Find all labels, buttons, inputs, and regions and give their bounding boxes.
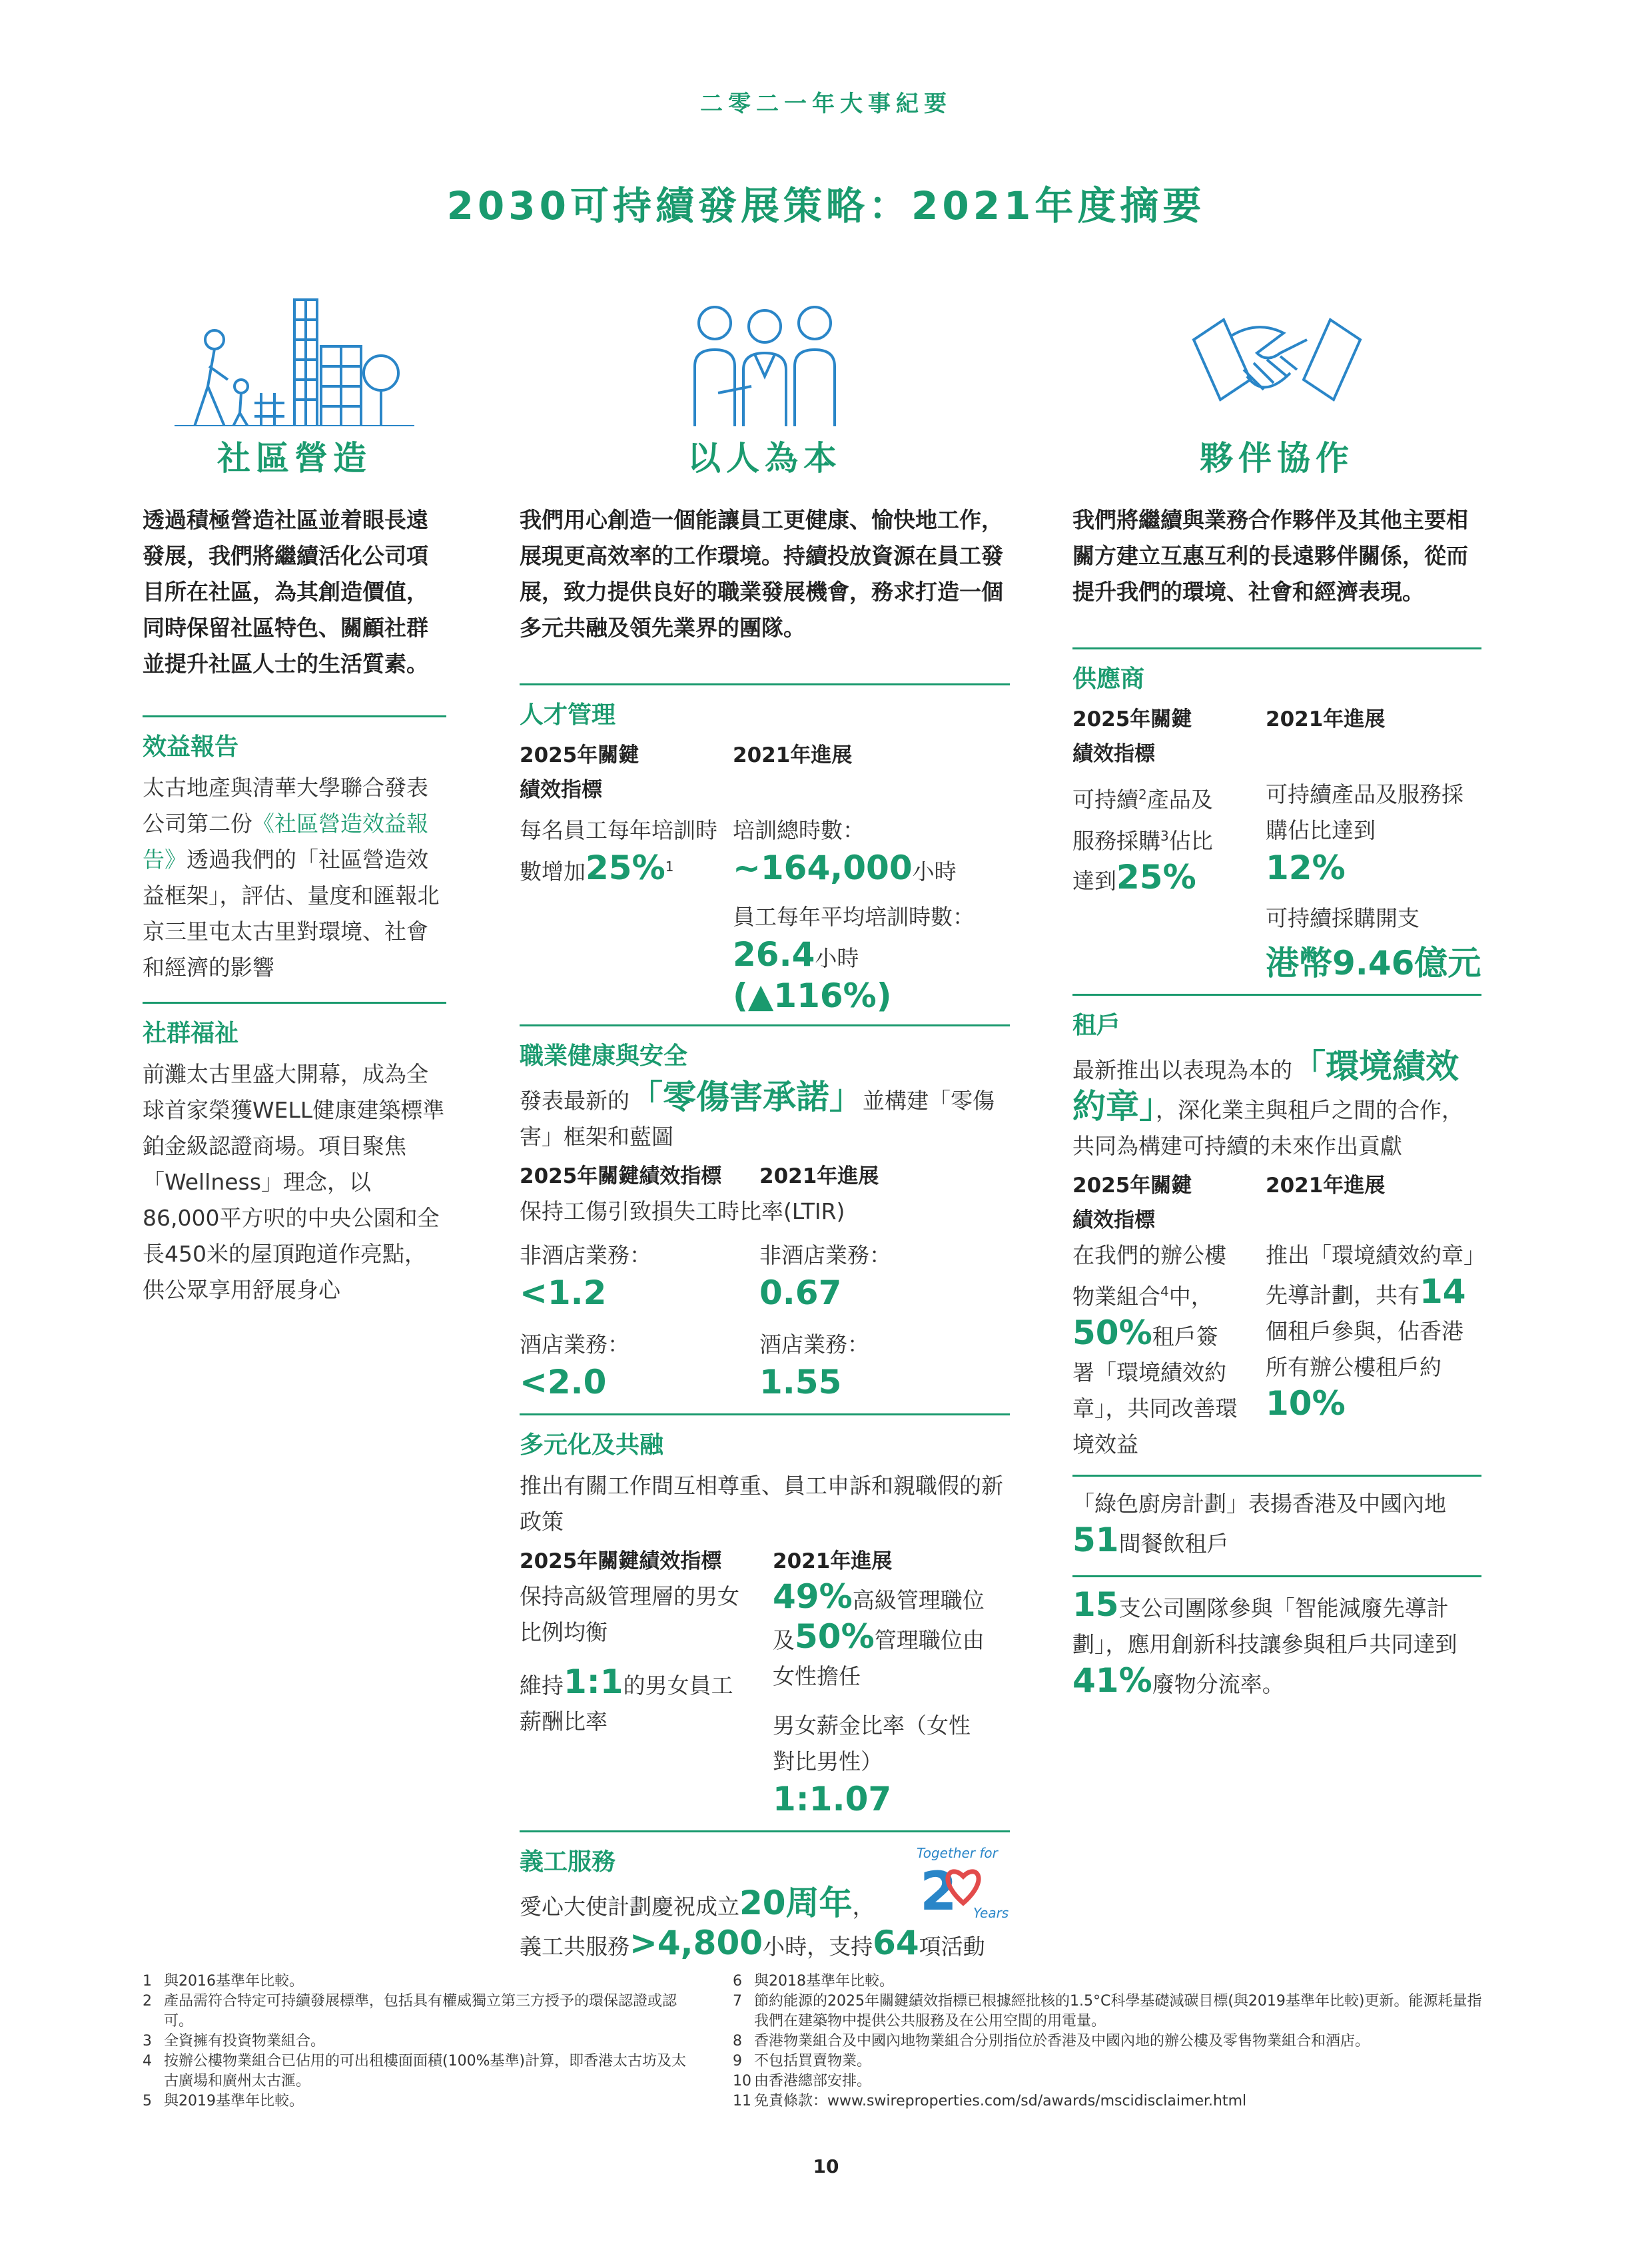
section-title: 多元化及共融 — [520, 1431, 664, 1459]
text: 管理職位由女性擔任 — [773, 1627, 985, 1689]
text: 支公司團隊參與「智能減廢先導計劃」，應用創新科技讓參與租戶共同達到 — [1072, 1595, 1457, 1657]
value: 港幣9.46億元 — [1266, 944, 1481, 982]
value: 20周年 — [739, 1884, 853, 1922]
value: 12% — [1266, 849, 1346, 887]
section-title: 義工服務 — [520, 1848, 616, 1876]
kpi-table — [1072, 702, 1481, 984]
column-community — [143, 293, 446, 1308]
progress-header: 2021年進展 — [759, 1164, 879, 1188]
column-title: 社區營造 — [217, 439, 372, 478]
value: 14 — [1420, 1272, 1466, 1311]
divider — [1072, 994, 1481, 996]
footnote-text: 不包括買賣物業。 — [754, 2053, 872, 2069]
section-body — [1072, 1048, 1481, 1164]
divider — [520, 683, 1010, 685]
value: 49% — [773, 1577, 853, 1616]
text: 廢物分流率。 — [1152, 1671, 1284, 1697]
divider — [143, 1002, 446, 1004]
text: 維持 — [520, 1673, 564, 1698]
value: 25% — [586, 849, 665, 887]
progress-value — [733, 935, 1010, 1015]
value: 64 — [873, 1924, 919, 1962]
column-partners — [1072, 293, 1481, 1702]
unit: 小時 — [815, 945, 859, 971]
logo-text-bottom: Years — [973, 1905, 1009, 1921]
footnote-text: 與2018基準年比較。 — [754, 1973, 894, 1990]
text: 可持續 — [1072, 787, 1138, 813]
footnote-text: 香港物業組合及中國內地物業組合分別指位於香港及中國內地的辦公樓及零售物業組合和酒店。 — [754, 2033, 1370, 2050]
divider — [1072, 1475, 1481, 1477]
page-number: 10 — [813, 2155, 839, 2177]
text: 愛心大使計劃慶祝成立 — [520, 1894, 739, 1920]
footnote-ref: 2 — [1138, 787, 1147, 803]
label: 非酒店業務： — [520, 1242, 651, 1268]
report-link[interactable]: 《社區營造效益報告》 — [143, 811, 428, 873]
text: 佔比達到 — [1072, 828, 1213, 894]
footnote-text: 由香港總部安排。 — [754, 2073, 872, 2089]
footnote-ref: 1 — [665, 859, 674, 875]
column-title: 以人為本 — [687, 439, 842, 478]
progress-text: 可持續產品及服務採購佔比達到 — [1266, 781, 1463, 843]
kpi-table — [520, 1159, 1010, 1194]
section-body — [143, 770, 446, 986]
text: ，深化業主與租戶之間的合作，共同為構建可持續的未來作出貢獻 — [1072, 1097, 1463, 1159]
section-body: 推出有關工作間互相尊重、員工申訴和親職假的新政策 — [520, 1473, 1003, 1535]
progress-text — [1266, 1238, 1479, 1425]
text: 透過我們的「社區營造效益框架」，評估、量度和匯報北京三里屯太古里對環境、社會和經濟的影響 — [143, 847, 440, 980]
value: 25% — [1116, 858, 1196, 897]
label: 酒店業務： — [759, 1331, 869, 1357]
value: >4,800 — [629, 1924, 763, 1962]
measure: 保持工傷引致損失工時比率(LTIR) — [520, 1198, 845, 1224]
logo-text-top: Together for — [917, 1845, 998, 1861]
value: 41% — [1072, 1661, 1152, 1700]
volunteer-section — [520, 1843, 1010, 1965]
text: 產品及服務採購 — [1072, 787, 1213, 854]
section-title: 效益報告 — [143, 733, 239, 761]
progress-label: 培訓總時數： — [733, 817, 865, 843]
footnote — [733, 2071, 1492, 2091]
text: 間餐飲租戶 — [1118, 1531, 1229, 1557]
footnote-number: 2 — [143, 1993, 152, 2010]
kpi-text — [1072, 777, 1232, 899]
divider — [520, 1413, 1010, 1415]
progress-header: 2021年進展 — [773, 1549, 893, 1573]
footnote-text: 產品需符合特定可持續發展標準，包括具有權威獨立第三方授予的環保認證或認可。 — [164, 1993, 677, 2030]
text: 並構建「零傷害」框架和藍圖 — [520, 1088, 995, 1150]
column-people — [520, 293, 1010, 1965]
divider — [1072, 1575, 1481, 1577]
waste-text — [1072, 1587, 1481, 1702]
kpi-header: 2025年關鍵績效指標 — [520, 743, 639, 802]
section-body — [520, 1079, 1010, 1155]
text: 項活動 — [919, 1934, 985, 1960]
footnote-number: 3 — [143, 2033, 152, 2050]
kpi-header: 2025年關鍵績效指標 — [1072, 1174, 1192, 1232]
footnote — [733, 1992, 1492, 2032]
text: 「綠色廚房計劃」表揚香港及中國內地 — [1072, 1491, 1446, 1517]
kpi-table — [520, 1238, 1010, 1401]
footnote-number: 9 — [733, 2053, 742, 2069]
footnote — [733, 2032, 1492, 2052]
progress-header: 2021年進展 — [1266, 707, 1386, 731]
footnote-number: 11 — [733, 2093, 751, 2109]
value: 1:1 — [564, 1663, 623, 1701]
footnote — [143, 2052, 689, 2091]
value: <2.0 — [520, 1363, 607, 1401]
text: 中， — [1168, 1284, 1213, 1309]
value: ~164,000 — [733, 849, 913, 887]
footnote — [143, 2032, 689, 2052]
footnote-text: 按辦公樓物業組合已佔用的可出租樓面面積(100%基準)計算，即香港太古坊及太古廣場和廣州太古滙。 — [164, 2053, 687, 2089]
footnote-number: 8 — [733, 2033, 742, 2050]
footnote-number: 5 — [143, 2093, 152, 2109]
footnote — [143, 1992, 689, 2032]
footnote-number: 6 — [733, 1973, 742, 1990]
footnote-text: 節約能源的2025年關鍵績效指標已根據經批核的1.5°C科學基礎減碳目標(與2019基準年比較)更新。能源耗量指我們在建築物中提供公共服務及在公用空間的用電量。 — [754, 1993, 1482, 2030]
value: <1.2 — [520, 1274, 607, 1312]
footnotes-right — [733, 1972, 1492, 2111]
anniversary-logo-icon — [910, 1843, 1010, 1923]
change: (▲116%) — [733, 976, 892, 1015]
progress-label: 男女薪金比率（女性對比男性） — [773, 1712, 971, 1774]
kpi-header: 2025年關鍵績效指標 — [1072, 707, 1192, 766]
value: 15 — [1072, 1585, 1119, 1624]
kpi-header: 2025年關鍵績效指標 — [520, 1164, 722, 1188]
footnote — [733, 1972, 1492, 1992]
page-title: 2030可持續發展策略：2021年度摘要 — [446, 183, 1206, 228]
text: 小時，支持 — [763, 1934, 873, 1960]
column-title: 夥伴協作 — [1200, 439, 1354, 478]
text: 太古地產與清華大學聯合發表公司第二份 — [143, 775, 428, 837]
value: 0.67 — [759, 1274, 842, 1312]
value: 1.55 — [759, 1363, 842, 1401]
text: 在我們的辦公樓物業組合 — [1072, 1242, 1226, 1309]
unit: 小時 — [912, 859, 957, 885]
kpi-table — [520, 738, 1010, 1015]
column-intro: 我們將繼續與業務合作夥伴及其他主要相關方建立互惠互利的長遠夥伴關係，從而提升我們的環境、社會和經濟表現。 — [1072, 507, 1468, 605]
footnote — [733, 2052, 1492, 2071]
people-icon — [685, 293, 845, 426]
text: 個租戶參與，佔香港所有辦公樓租戶約 — [1266, 1318, 1463, 1380]
text: 每名員工每年培訓時數增加 — [520, 817, 717, 885]
text: 發表最新的 — [520, 1088, 629, 1114]
text: 租戶簽署「環境績效約章」，共同改善環境效益 — [1072, 1323, 1238, 1457]
highlight: 「環境績效約章」 — [1072, 1047, 1459, 1126]
footnote-number: 1 — [143, 1973, 152, 1990]
kpi-text — [520, 1664, 746, 1740]
section-title: 社群福祉 — [143, 1020, 239, 1047]
value: 51 — [1072, 1521, 1119, 1559]
footnotes-left — [143, 1972, 689, 2111]
progress-header: 2021年進展 — [733, 743, 853, 767]
footnote — [143, 2091, 689, 2111]
footnote-number: 4 — [143, 2053, 152, 2069]
handshake-icon — [1190, 293, 1364, 426]
footnote-number: 7 — [733, 1993, 742, 2010]
progress-text — [773, 1579, 999, 1694]
text: 的男女員工薪酬比率 — [520, 1673, 733, 1734]
footnote-text: 與2016基準年比較。 — [164, 1973, 304, 1990]
footnote-number: 10 — [733, 2073, 751, 2089]
kitchen-text — [1072, 1486, 1481, 1562]
progress-label: 員工每年平均培訓時數： — [733, 904, 975, 930]
kpi-table — [520, 1544, 1010, 1818]
column-intro: 透過積極營造社區並着眼長遠發展，我們將繼續活化公司項目所在社區，為其創造價值，同時保留社區特色、關顧社群並提升社區人士的生活質素。 — [143, 507, 428, 677]
kpi-value — [520, 813, 733, 890]
divider — [520, 1024, 1010, 1026]
value: 50% — [795, 1617, 875, 1656]
section-header: 二零二一年大事紀要 — [700, 91, 952, 117]
kpi-table — [1072, 1168, 1481, 1463]
footnote — [733, 2091, 1492, 2111]
community-building-icon — [175, 293, 414, 426]
value: 1:1.07 — [773, 1780, 892, 1818]
footnote — [143, 1972, 689, 1992]
text: 推出「環境績效約章」先導計劃，共有 — [1266, 1242, 1475, 1308]
column-intro: 我們用心創造一個能讓員工更健康、愉快地工作，展現更高效率的工作環境。持續投放資源在員工發展，致力提供良好的職業發展機會，務求打造一個多元共融及領先業界的團隊。 — [520, 507, 1003, 641]
footnote-ref: 4 — [1160, 1284, 1169, 1300]
section-title: 供應商 — [1072, 665, 1145, 693]
divider — [143, 715, 446, 717]
label: 非酒店業務： — [759, 1242, 891, 1268]
disclaimer-link[interactable]: 免責條款：www.swireproperties.com/sd/awards/mscidisclaimer.html — [754, 2093, 1247, 2109]
text: ， — [852, 1894, 875, 1920]
label: 酒店業務： — [520, 1331, 629, 1357]
section-body: 前灘太古里盛大開幕，成為全球首家榮獲WELL健康建築標準鉑金級認證商場。項目聚焦「Wellness」理念，以86,000平方呎的中央公園和全長450米的屋頂跑道作亮點，供公眾享用舒展身心 — [143, 1061, 445, 1303]
volunteer-line — [520, 1925, 1010, 1965]
kpi-header: 2025年關鍵績效指標 — [520, 1549, 722, 1573]
footnote-text: 全資擁有投資物業組合。 — [164, 2033, 326, 2050]
progress-label: 可持續採購開支 — [1266, 905, 1420, 931]
value: 50% — [1072, 1313, 1152, 1352]
kpi-text: 保持高級管理層的男女比例均衡 — [520, 1583, 739, 1645]
footnote-text: 與2019基準年比較。 — [164, 2093, 304, 2109]
text: 最新推出以表現為本的 — [1072, 1057, 1292, 1083]
svg-text:2: 2 — [920, 1860, 957, 1922]
divider — [1072, 647, 1481, 649]
progress-header: 2021年進展 — [1266, 1174, 1386, 1198]
kpi-text — [1072, 1238, 1239, 1463]
highlight: 「零傷害承諾」 — [629, 1078, 863, 1116]
divider — [520, 1830, 1010, 1832]
section-title: 租戶 — [1072, 1012, 1121, 1039]
text: 高級管理職位及 — [773, 1587, 985, 1653]
section-title: 職業健康與安全 — [520, 1042, 688, 1070]
value: 26.4 — [733, 935, 815, 974]
text: 義工共服務 — [520, 1934, 629, 1960]
value: 10% — [1266, 1384, 1346, 1423]
footnote-ref: 3 — [1160, 828, 1169, 844]
section-title: 人才管理 — [520, 701, 616, 729]
progress-value — [733, 849, 1010, 890]
